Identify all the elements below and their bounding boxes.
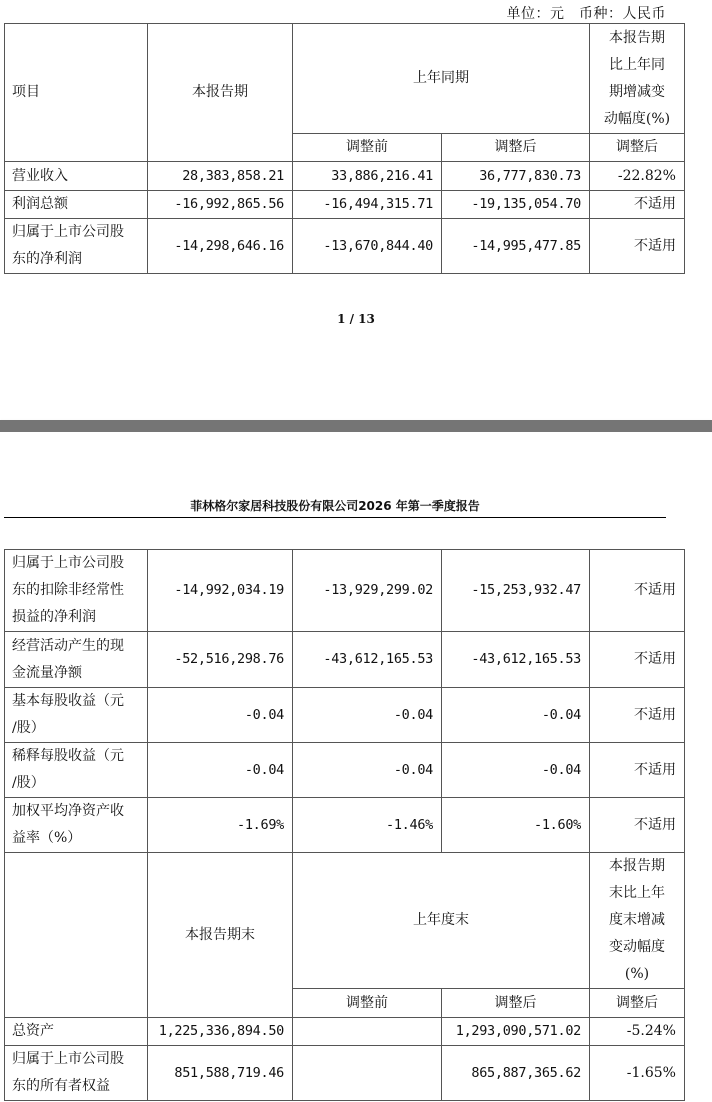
header-change-pct: 本报告期 比上年同 期增减变 动幅度(%) bbox=[590, 24, 685, 134]
page-number: 1 / 13 bbox=[337, 312, 375, 326]
cell-after-adjustment: -15,253,932.47 bbox=[442, 550, 590, 632]
header-prior-period: 上年同期 bbox=[293, 24, 590, 134]
page-separator bbox=[0, 420, 712, 432]
cell-change: 不适用 bbox=[590, 550, 685, 632]
cell-current: -1.69% bbox=[148, 798, 293, 853]
cell-current: -14,298,646.16 bbox=[148, 219, 293, 274]
document-page-2 bbox=[0, 432, 712, 1102]
cell-after-adjustment: -43,612,165.53 bbox=[442, 632, 590, 688]
header-item-empty bbox=[5, 853, 148, 1018]
subheader-after-adjustment: 调整后 bbox=[442, 134, 590, 162]
cell-current: 1,225,336,894.50 bbox=[148, 1018, 293, 1046]
table-row bbox=[5, 743, 685, 798]
cell-before-adjustment: 33,886,216.41 bbox=[293, 162, 442, 191]
cell-after-adjustment: -14,995,477.85 bbox=[442, 219, 590, 274]
subheader-before-adjustment: 调整前 bbox=[293, 989, 442, 1018]
cell-after-adjustment: -0.04 bbox=[442, 688, 590, 743]
cell-change: 不适用 bbox=[590, 632, 685, 688]
cell-current: -52,516,298.76 bbox=[148, 632, 293, 688]
table-header-row bbox=[5, 24, 685, 134]
cell-before-adjustment bbox=[293, 1018, 442, 1046]
header-prior-year-end: 上年度末 bbox=[293, 853, 590, 989]
table-row bbox=[5, 688, 685, 743]
cell-after-adjustment: -19,135,054.70 bbox=[442, 191, 590, 219]
header-change-pct: 本报告期 末比上年 度末增减 变动幅度 (%) bbox=[590, 853, 685, 989]
cell-before-adjustment: -13,929,299.02 bbox=[293, 550, 442, 632]
cell-current: -0.04 bbox=[148, 743, 293, 798]
cell-current: 851,588,719.46 bbox=[148, 1046, 293, 1101]
cell-after-adjustment: 865,887,365.62 bbox=[442, 1046, 590, 1101]
row-label: 经营活动产生的现 金流量净额 bbox=[5, 632, 148, 688]
cell-change: -22.82% bbox=[590, 162, 685, 191]
cell-current: 28,383,858.21 bbox=[148, 162, 293, 191]
key-financials-table-continued bbox=[4, 549, 685, 1101]
cell-before-adjustment bbox=[293, 1046, 442, 1101]
cell-after-adjustment: -1.60% bbox=[442, 798, 590, 853]
cell-change: 不适用 bbox=[590, 191, 685, 219]
balance-header-row bbox=[5, 853, 685, 989]
row-label: 总资产 bbox=[5, 1018, 148, 1046]
row-label: 营业收入 bbox=[5, 162, 148, 191]
cell-current: -0.04 bbox=[148, 688, 293, 743]
cell-change: 不适用 bbox=[590, 798, 685, 853]
cell-before-adjustment: -0.04 bbox=[293, 688, 442, 743]
row-label: 利润总额 bbox=[5, 191, 148, 219]
unit-currency-note: 单位：元 币种：人民币 bbox=[506, 6, 666, 22]
row-label: 归属于上市公司股 东的扣除非经常性 损益的净利润 bbox=[5, 550, 148, 632]
cell-current: -16,992,865.56 bbox=[148, 191, 293, 219]
header-period-end: 本报告期末 bbox=[148, 853, 293, 1018]
cell-current: -14,992,034.19 bbox=[148, 550, 293, 632]
cell-before-adjustment: -1.46% bbox=[293, 798, 442, 853]
header-item: 项目 bbox=[5, 24, 148, 162]
subheader-change-after-adjustment: 调整后 bbox=[590, 989, 685, 1018]
subheader-after-adjustment: 调整后 bbox=[442, 989, 590, 1018]
cell-before-adjustment: -13,670,844.40 bbox=[293, 219, 442, 274]
table-row bbox=[5, 162, 685, 191]
cell-after-adjustment: 36,777,830.73 bbox=[442, 162, 590, 191]
cell-change: 不适用 bbox=[590, 743, 685, 798]
row-label: 基本每股收益（元 /股） bbox=[5, 688, 148, 743]
document-page-1 bbox=[0, 0, 712, 420]
cell-before-adjustment: -0.04 bbox=[293, 743, 442, 798]
table-row bbox=[5, 1046, 685, 1101]
cell-after-adjustment: 1,293,090,571.02 bbox=[442, 1018, 590, 1046]
table-row bbox=[5, 1018, 685, 1046]
row-label: 归属于上市公司股 东的净利润 bbox=[5, 219, 148, 274]
cell-before-adjustment: -43,612,165.53 bbox=[293, 632, 442, 688]
cell-change: 不适用 bbox=[590, 219, 685, 274]
table-row bbox=[5, 798, 685, 853]
row-label: 归属于上市公司股 东的所有者权益 bbox=[5, 1046, 148, 1101]
cell-change: -1.65% bbox=[590, 1046, 685, 1101]
report-title: 菲林格尔家居科技股份有限公司2026 年第一季度报告 bbox=[190, 499, 480, 513]
row-label: 加权平均净资产收 益率（%） bbox=[5, 798, 148, 853]
running-header bbox=[4, 497, 666, 518]
key-financials-table bbox=[4, 23, 685, 274]
table-row bbox=[5, 550, 685, 632]
subheader-before-adjustment: 调整前 bbox=[293, 134, 442, 162]
subheader-change-after-adjustment: 调整后 bbox=[590, 134, 685, 162]
cell-change: -5.24% bbox=[590, 1018, 685, 1046]
cell-before-adjustment: -16,494,315.71 bbox=[293, 191, 442, 219]
cell-change: 不适用 bbox=[590, 688, 685, 743]
table-row bbox=[5, 191, 685, 219]
header-current-period: 本报告期 bbox=[148, 24, 293, 162]
table-row bbox=[5, 632, 685, 688]
table-row bbox=[5, 219, 685, 274]
row-label: 稀释每股收益（元 /股） bbox=[5, 743, 148, 798]
cell-after-adjustment: -0.04 bbox=[442, 743, 590, 798]
